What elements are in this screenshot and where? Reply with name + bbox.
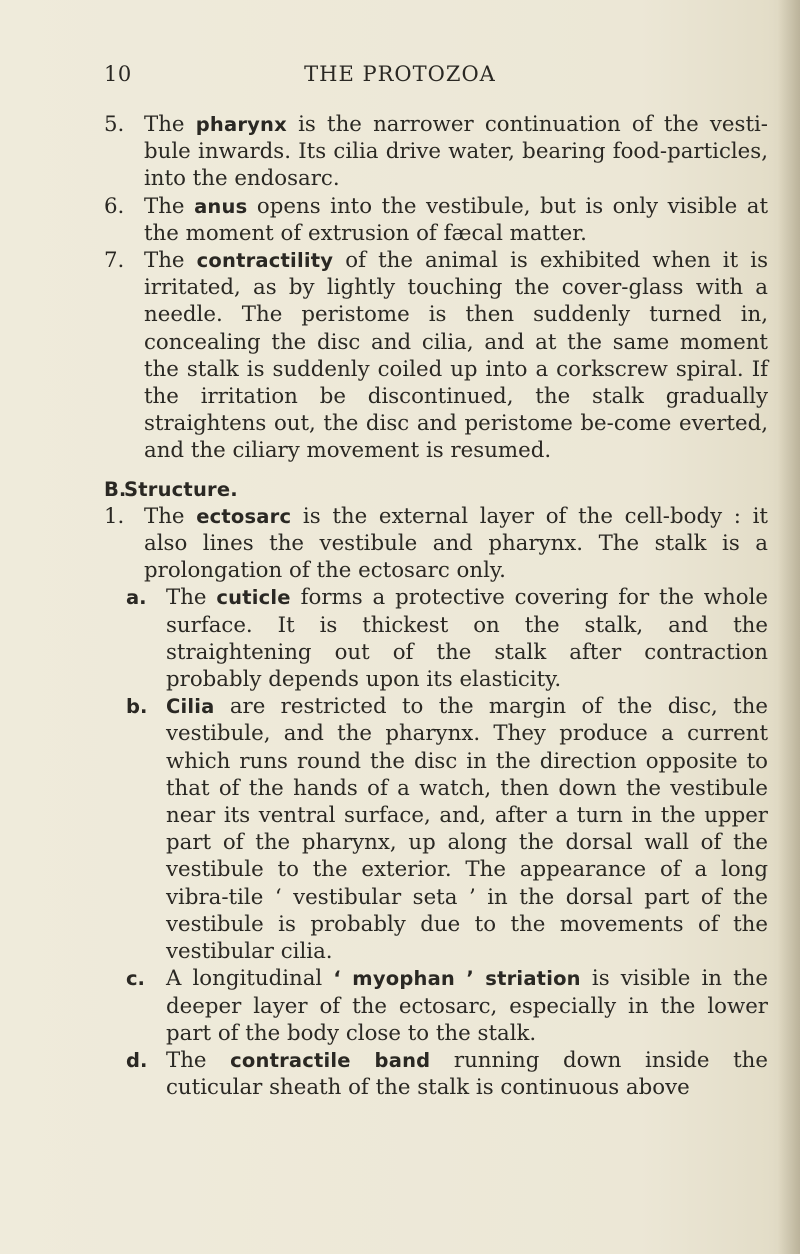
keyword-anus: anus	[194, 194, 248, 218]
keyword-contractile-band: contractile band	[230, 1048, 431, 1072]
item-label: 7.	[104, 248, 125, 274]
keyword-contractility: contractility	[196, 249, 334, 273]
subitem-a: a. The cuticle forms a protective covering for the whole surface. It is thickest on the stalk, and the straightening out of the stalk after contraction probably depends upon its elasticity.	[126, 585, 768, 693]
item-label: 6.	[104, 193, 125, 219]
section-heading	[104, 476, 768, 503]
keyword-ectosarc: ectosarc	[196, 504, 292, 528]
subitem-d: d. The contractile band running down inside the cuticular sheath of the stalk is continuous above	[126, 1047, 768, 1101]
page-number: 10	[104, 62, 132, 86]
subitem-label: c.	[126, 967, 145, 991]
list-item-7: 7. The contractility of the animal is exhibited when it is irritated, as by lightly touching the cover-glass with a needle. The peristome is then suddenly turned in, concealing the disc and cilia, and at the same moment the stalk is suddenly coiled up into a corkscrew spiral. If the irritation be discontinued, the stalk gradually straightens out, the disc and peristome be-come everted, and the ciliary movement is resumed.	[104, 248, 768, 464]
subitem-label: a.	[126, 586, 147, 610]
section-label: B.	[104, 477, 127, 501]
body-text	[104, 111, 768, 1101]
subitem-label: b.	[126, 695, 148, 719]
keyword-cuticle: cuticle	[216, 586, 291, 610]
subitem-label: d.	[126, 1048, 148, 1072]
keyword-pharynx: pharynx	[195, 113, 287, 136]
list-item-6: 6. The anus opens into the vestibule, but is only visible at the moment of extrusion of fæcal matter.	[104, 193, 768, 246]
keyword-cilia: Cilia	[166, 695, 215, 719]
subitem-c: c. A longitudinal ‘ myophan ’ striation is visible in the deeper layer of the ectosarc, especially in the lower part of the body close to the stalk.	[126, 966, 769, 1046]
list-item-5: 5. The pharynx is the narrower continuation of the vesti-bule inwards. Its cilia drive water, bearing food-particles, into the endosarc.	[104, 112, 769, 192]
item-label: 1.	[104, 503, 125, 529]
structure-item-1: 1. The ectosarc is the external layer of the cell-body : it also lines the vestibule and pharynx. The stalk is a prolongation of the ectosarc only.	[104, 503, 768, 584]
page-header	[0, 62, 800, 92]
page-edge-shadow	[778, 0, 800, 1254]
item-label: 5.	[104, 112, 125, 137]
keyword-myophan-striation: ‘ myophan ’ striation	[333, 967, 581, 991]
running-title: THE PROTOZOA	[304, 62, 496, 86]
subitem-b: b. Cilia are restricted to the margin of the disc, the vestibule, and the pharynx. They produce a current which runs round the disc in the direction opposite to that of the hands of a watch, then down the vestibule near its ventral surface, and, after a turn in the upper part of the pharynx, up along the dorsal wall of the vestibule to the exterior. The appearance of a long vibra-tile ‘ vestibular seta ’ in the dorsal part of the vestibule is probably due to the movements of the vestibular cilia.	[126, 694, 768, 965]
section-title: Structure.	[124, 477, 238, 501]
